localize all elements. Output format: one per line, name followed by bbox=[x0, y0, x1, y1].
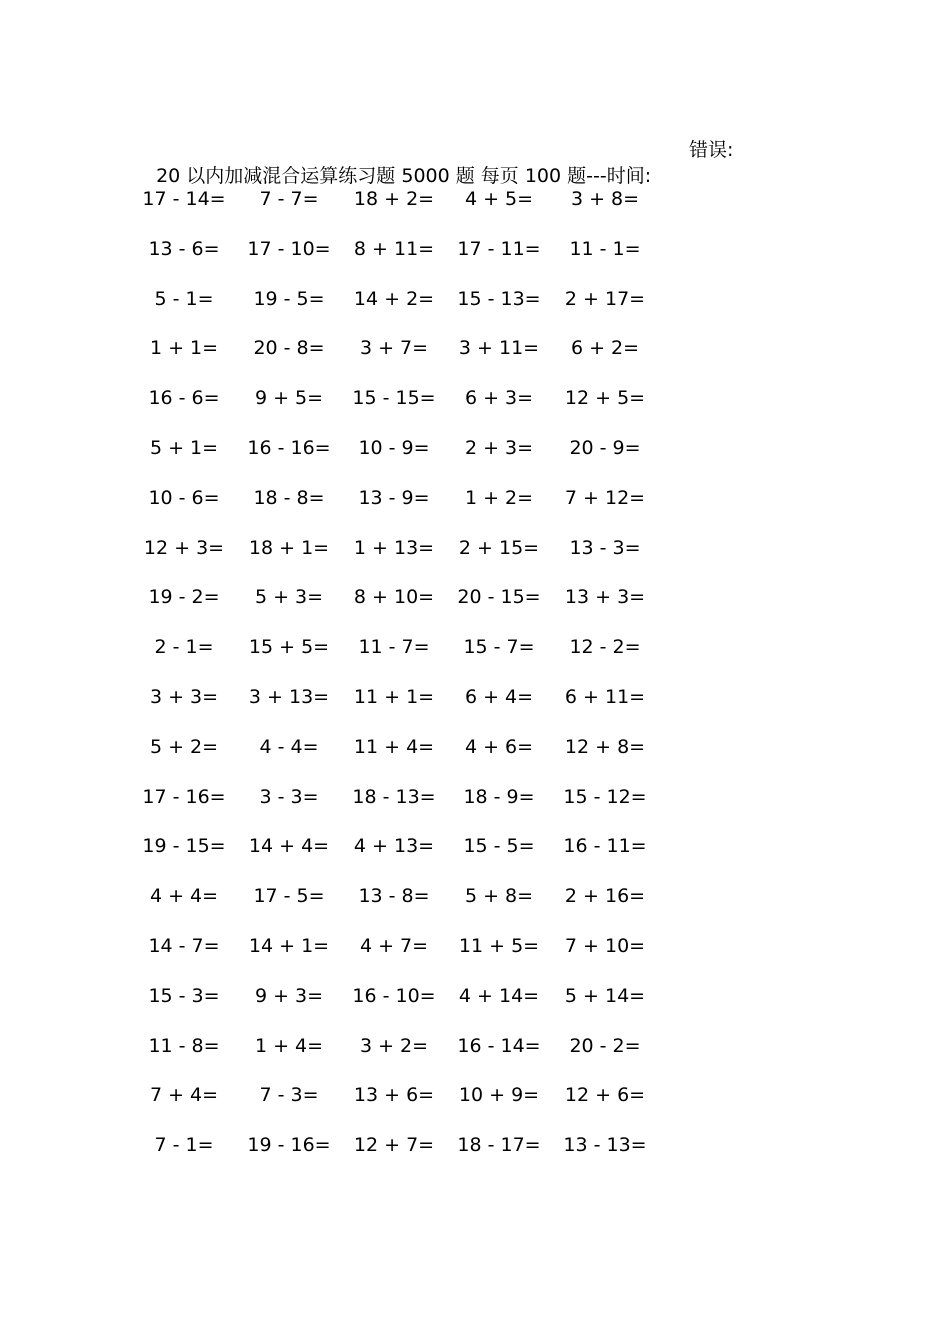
problem: 12 + 3= bbox=[143, 536, 225, 559]
problem: 12 + 7= bbox=[353, 1134, 435, 1157]
problem: 10 - 9= bbox=[358, 437, 430, 459]
problem: 16 - 6= bbox=[148, 387, 220, 410]
problem: 18 + 2= bbox=[353, 188, 435, 210]
problem: 17 - 10= bbox=[247, 237, 331, 260]
problem: 2 + 3= bbox=[464, 437, 534, 459]
problem: 14 + 2= bbox=[353, 287, 435, 310]
problem: 4 + 4= bbox=[149, 885, 219, 908]
problem: 13 - 9= bbox=[358, 486, 430, 509]
problem: 15 - 15= bbox=[352, 387, 436, 410]
problem: 16 - 11= bbox=[563, 835, 647, 858]
problem: 18 - 13= bbox=[352, 785, 436, 808]
problem: 6 + 2= bbox=[570, 337, 640, 360]
problem: 5 + 1= bbox=[149, 437, 219, 459]
problem: 5 + 3= bbox=[254, 586, 324, 609]
problem: 5 + 2= bbox=[149, 735, 219, 758]
problem: 17 - 16= bbox=[142, 785, 226, 808]
problem: 3 + 3= bbox=[149, 686, 219, 708]
problem: 16 - 14= bbox=[457, 1034, 541, 1057]
problem: 9 + 3= bbox=[254, 984, 324, 1007]
problem: 13 - 8= bbox=[358, 885, 430, 908]
problem: 1 + 1= bbox=[149, 337, 219, 360]
problem: 5 - 1= bbox=[154, 287, 214, 310]
problem: 11 + 4= bbox=[353, 735, 435, 758]
problem: 11 - 8= bbox=[148, 1034, 220, 1057]
problem: 7 - 3= bbox=[259, 1084, 319, 1107]
problem: 12 + 5= bbox=[564, 387, 646, 410]
problem: 7 - 1= bbox=[154, 1134, 214, 1157]
problem: 7 + 10= bbox=[564, 935, 646, 957]
problem: 4 + 13= bbox=[353, 835, 435, 858]
problem: 19 - 2= bbox=[148, 586, 220, 609]
problem: 20 - 8= bbox=[253, 337, 325, 360]
problem: 5 + 8= bbox=[464, 885, 534, 908]
problem: 11 - 1= bbox=[569, 237, 641, 260]
problem: 18 - 17= bbox=[457, 1134, 541, 1157]
problem: 19 - 16= bbox=[247, 1134, 331, 1157]
problem: 3 - 3= bbox=[259, 785, 319, 808]
problem: 10 - 6= bbox=[148, 486, 220, 509]
problem: 19 - 15= bbox=[142, 835, 226, 858]
problem: 3 + 11= bbox=[458, 337, 540, 360]
problem: 20 - 9= bbox=[569, 437, 641, 459]
problem: 17 - 11= bbox=[457, 237, 541, 260]
problem: 7 + 4= bbox=[149, 1084, 219, 1107]
errors-label: 错误: bbox=[689, 139, 734, 161]
problem: 6 + 4= bbox=[464, 686, 534, 708]
problem: 8 + 10= bbox=[353, 586, 435, 609]
problem: 5 + 14= bbox=[564, 984, 646, 1007]
problem: 4 - 4= bbox=[259, 735, 319, 758]
problem: 13 + 3= bbox=[564, 586, 646, 609]
problem: 18 - 8= bbox=[253, 486, 325, 509]
problem: 14 + 4= bbox=[248, 835, 330, 858]
problem: 11 + 5= bbox=[458, 935, 540, 957]
problem: 12 - 2= bbox=[569, 636, 641, 659]
problem: 15 - 13= bbox=[457, 287, 541, 310]
problem: 7 - 7= bbox=[259, 188, 319, 210]
problem: 20 - 2= bbox=[569, 1034, 641, 1057]
problem: 18 + 1= bbox=[248, 536, 330, 559]
problem: 16 - 16= bbox=[247, 437, 331, 459]
problem: 15 - 12= bbox=[563, 785, 647, 808]
problem: 15 - 5= bbox=[463, 835, 535, 858]
problem: 4 + 14= bbox=[458, 984, 540, 1007]
problem: 18 - 9= bbox=[463, 785, 535, 808]
problem: 3 + 13= bbox=[248, 686, 330, 708]
problem: 13 - 6= bbox=[148, 237, 220, 260]
problem: 9 + 5= bbox=[254, 387, 324, 410]
problem: 8 + 11= bbox=[353, 237, 435, 260]
problem: 13 - 13= bbox=[563, 1134, 647, 1157]
problem: 2 + 16= bbox=[564, 885, 646, 908]
problem: 17 - 14= bbox=[142, 188, 226, 210]
problem: 16 - 10= bbox=[352, 984, 436, 1007]
problem: 12 + 6= bbox=[564, 1084, 646, 1107]
problem: 1 + 13= bbox=[353, 536, 435, 559]
problem: 12 + 8= bbox=[564, 735, 646, 758]
problem: 15 + 5= bbox=[248, 636, 330, 659]
problem: 1 + 2= bbox=[464, 486, 534, 509]
worksheet-title: 20 以内加减混合运算练习题 5000 题 每页 100 题---时间: bbox=[156, 165, 652, 187]
problem: 2 + 15= bbox=[458, 536, 540, 559]
problem: 13 + 6= bbox=[353, 1084, 435, 1107]
problem: 11 - 7= bbox=[358, 636, 430, 659]
problem: 1 + 4= bbox=[254, 1034, 324, 1057]
problem: 7 + 12= bbox=[564, 486, 646, 509]
problem: 15 - 3= bbox=[148, 984, 220, 1007]
problem: 15 - 7= bbox=[463, 636, 535, 659]
problem: 4 + 6= bbox=[464, 735, 534, 758]
problem: 3 + 8= bbox=[570, 188, 640, 210]
problem: 19 - 5= bbox=[253, 287, 325, 310]
problem: 20 - 15= bbox=[457, 586, 541, 609]
problem: 2 - 1= bbox=[154, 636, 214, 659]
problem: 2 + 17= bbox=[564, 287, 646, 310]
problem: 6 + 3= bbox=[464, 387, 534, 410]
problem: 14 - 7= bbox=[148, 935, 220, 957]
problem: 14 + 1= bbox=[248, 935, 330, 957]
problem: 3 + 2= bbox=[359, 1034, 429, 1057]
problem: 4 + 7= bbox=[359, 935, 429, 957]
problem: 3 + 7= bbox=[359, 337, 429, 360]
problem: 6 + 11= bbox=[564, 686, 646, 708]
problem: 10 + 9= bbox=[458, 1084, 540, 1107]
problem: 13 - 3= bbox=[569, 536, 641, 559]
problem: 4 + 5= bbox=[464, 188, 534, 210]
problem: 17 - 5= bbox=[253, 885, 325, 908]
problem: 11 + 1= bbox=[353, 686, 435, 708]
